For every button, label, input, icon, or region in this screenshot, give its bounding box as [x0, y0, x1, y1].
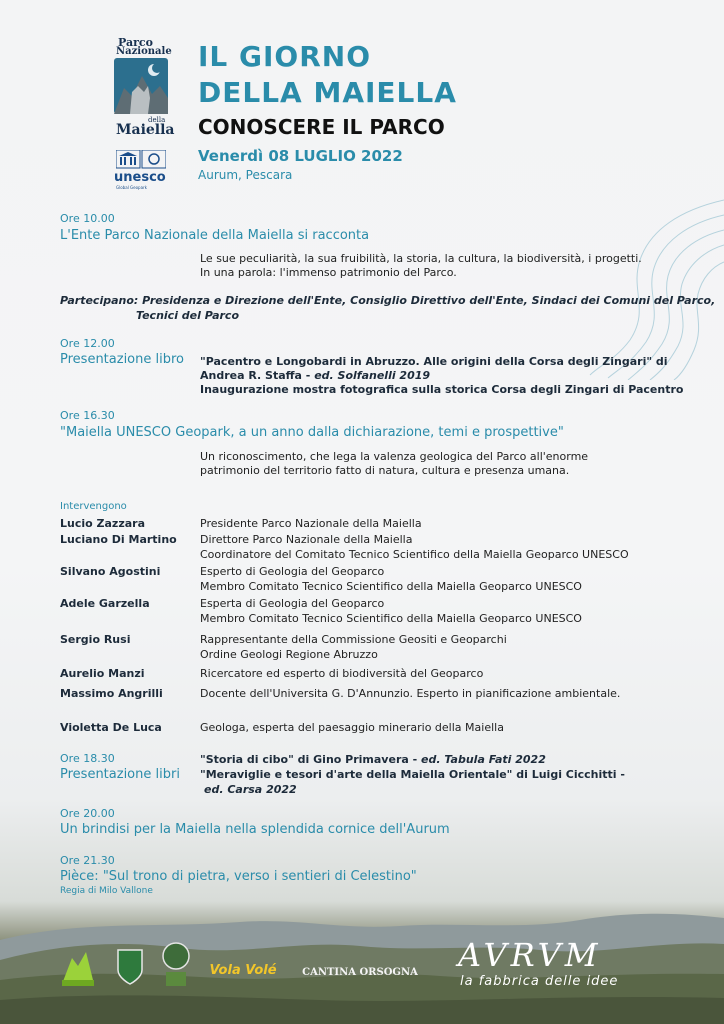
- speaker-role-line1: Esperta di Geologia del Geoparco: [200, 597, 385, 610]
- logo-text-nazionale: Nazionale: [116, 46, 172, 57]
- main-title-line2: DELLA MAIELLA: [198, 76, 457, 109]
- speaker-name: Silvano Agostini: [60, 565, 161, 578]
- speaker-row: [60, 532, 680, 564]
- speaker-role: Ricercatore ed esperto di biodiversità del Geoparco: [200, 667, 484, 680]
- sponsor-cantina-text: CANTINA ORSOGNA: [302, 966, 418, 978]
- session3-time: Ore 16.30: [60, 409, 115, 422]
- speakers-heading: Intervengono: [60, 501, 127, 512]
- shield-badge-icon: [116, 948, 144, 986]
- session3-desc-line2: patrimonio del territorio fatto di natura, cultura e presenza umana.: [200, 464, 570, 477]
- session1-time: Ore 10.00: [60, 212, 115, 225]
- parco-nazionale-maiella-logo: [112, 36, 175, 138]
- speaker-role: [200, 564, 680, 596]
- speaker-role: Presidente Parco Nazionale della Maiella: [200, 517, 422, 530]
- session2-publisher: ed. Solfanelli 2019: [314, 369, 431, 382]
- speaker-row: [60, 632, 680, 666]
- aurum-tagline: la fabbrica delle idee: [460, 974, 619, 989]
- main-subtitle: CONOSCERE IL PARCO: [198, 115, 445, 139]
- speaker-name: Violetta De Luca: [60, 721, 162, 734]
- speaker-row: [60, 564, 680, 596]
- speaker-name: Sergio Rusi: [60, 633, 131, 646]
- session1-participants-line2: Tecnici del Parco: [136, 309, 240, 322]
- speaker-name: Aurelio Manzi: [60, 667, 145, 680]
- speaker-row: [60, 686, 680, 720]
- speaker-row: [60, 596, 680, 632]
- session3-title: "Maiella UNESCO Geopark, a un anno dalla dichiarazione, temi e prospettive": [60, 425, 564, 440]
- sponsor-logo-shield: [116, 948, 144, 986]
- session1-participants-line1: Partecipano: Presidenza e Direzione dell'Ente, Consiglio Direttivo dell'Ente, Sindaci dei Comuni del Parco,: [60, 294, 716, 307]
- session4-book1-publisher: ed. Tabula Fati 2022: [421, 753, 546, 766]
- round-badge-icon: [160, 940, 192, 988]
- speaker-role: Geologa, esperta del paesaggio minerario della Maiella: [200, 721, 504, 734]
- session2-exhibition: Inaugurazione mostra fotografica sulla storica Corsa degli Zingari di Pacentro: [200, 383, 684, 396]
- sponsor-volavola-text: Vola Volé: [209, 962, 277, 978]
- aurum-logo: AVRVM: [458, 936, 602, 974]
- speaker-row: [60, 720, 680, 738]
- speaker-name: Lucio Zazzara: [60, 517, 145, 530]
- session4-book1: [200, 752, 546, 767]
- unesco-wordmark: unesco: [114, 170, 166, 185]
- speaker-role-line1: Direttore Parco Nazionale della Maiella: [200, 533, 413, 546]
- session4-book2-title: "Meraviglie e tesori d'arte della Maiella Orientale" di Luigi Cicchitti -: [200, 768, 625, 781]
- speaker-role-line2: Membro Comitato Tecnico Scientifico della Maiella Geoparco UNESCO: [200, 580, 582, 593]
- speakers-list: [60, 516, 680, 738]
- session1-desc-line2: In una parola: l'immenso patrimonio del Parco.: [200, 266, 457, 279]
- speaker-row: [60, 666, 680, 686]
- speaker-role-line2: Membro Comitato Tecnico Scientifico della Maiella Geoparco UNESCO: [200, 612, 582, 625]
- speaker-role: Docente dell'Universita G. D'Annunzio. Esperto in pianificazione ambientale.: [200, 687, 621, 700]
- session2-book-line2: [200, 368, 430, 383]
- logo-text-della: della: [148, 116, 166, 124]
- speaker-name: Massimo Angrilli: [60, 687, 163, 700]
- unesco-geopark-logo: [112, 150, 170, 192]
- wolf-mountain-icon: [114, 58, 168, 114]
- topographic-lines-decoration: [560, 190, 724, 380]
- speaker-role-line2: Coordinatore del Comitato Tecnico Scientifico della Maiella Geoparco UNESCO: [200, 548, 629, 561]
- session5-title: Un brindisi per la Maiella nella splendida cornice dell'Aurum: [60, 822, 450, 837]
- session2-time: Ore 12.00: [60, 337, 115, 350]
- event-date: Venerdì 08 LUGLIO 2022: [198, 147, 403, 165]
- speaker-role-line1: Rappresentante della Commissione Geositi e Geoparchi: [200, 633, 507, 646]
- speaker-role-line2: Ordine Geologi Regione Abruzzo: [200, 648, 378, 661]
- sponsor-logo-circle: [160, 940, 192, 988]
- logo-text-parco: Parco: [118, 36, 153, 49]
- session2-book-line1: "Pacentro e Longobardi in Abruzzo. Alle origini della Corsa degli Zingari" di: [200, 355, 668, 368]
- unesco-temple-icon: [116, 150, 166, 170]
- sponsor-logo-green: [60, 944, 96, 988]
- speaker-role: [200, 532, 680, 564]
- sponsor-logo-volavola: [208, 952, 278, 988]
- speaker-role: [200, 632, 680, 666]
- speaker-role: [200, 596, 680, 632]
- speaker-role-line1: Esperto di Geologia del Geoparco: [200, 565, 385, 578]
- session4-book2-publisher: ed. Carsa 2022: [204, 783, 297, 796]
- session5-time: Ore 20.00: [60, 807, 115, 820]
- session4-time: Ore 18.30: [60, 752, 115, 765]
- unesco-subtitle: Global Geopark: [116, 185, 147, 190]
- speaker-row: [60, 516, 680, 532]
- session4-book1-title: "Storia di cibo" di Gino Primavera -: [200, 753, 422, 766]
- session1-title: L'Ente Parco Nazionale della Maiella si racconta: [60, 228, 370, 243]
- speaker-name: Adele Garzella: [60, 597, 150, 610]
- mountain-badge-icon: [60, 944, 96, 988]
- session6-title: Pièce: "Sul trono di pietra, verso i sentieri di Celestino": [60, 869, 417, 884]
- session6-time: Ore 21.30: [60, 854, 115, 867]
- session4-title: Presentazione libri: [60, 767, 180, 782]
- event-place: Aurum, Pescara: [198, 168, 293, 182]
- sponsor-logo-cantina: [290, 962, 430, 982]
- session2-author: Andrea R. Staffa -: [200, 369, 315, 382]
- session2-title: Presentazione libro: [60, 352, 184, 367]
- main-title-line1: IL GIORNO: [198, 40, 372, 73]
- logo-text-maiella: Maiella: [116, 122, 175, 138]
- session6-director: Regia di Milo Vallone: [60, 886, 153, 896]
- session3-desc-line1: Un riconoscimento, che lega la valenza geologica del Parco all'enorme: [200, 450, 589, 463]
- speaker-name: Luciano Di Martino: [60, 533, 177, 546]
- session1-desc-line1: Le sue peculiarità, la sua fruibilità, la storia, la cultura, la biodiversità, i progetti.: [200, 252, 642, 265]
